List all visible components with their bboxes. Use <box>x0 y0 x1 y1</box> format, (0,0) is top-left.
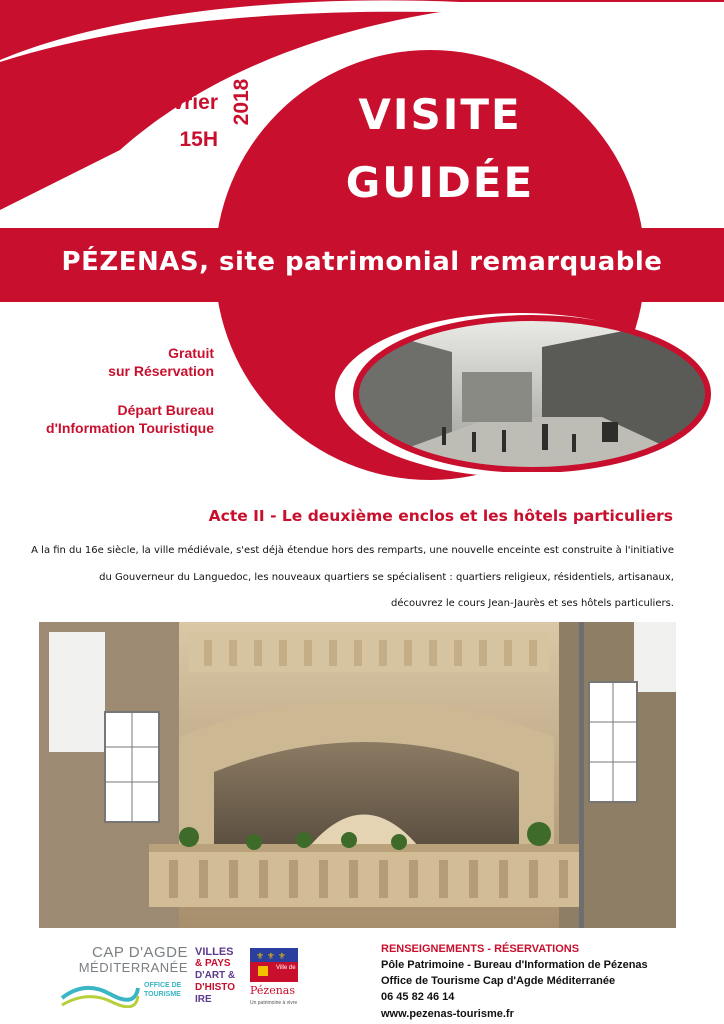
villes-line1: VILLES <box>195 946 234 958</box>
wave-icon <box>60 978 140 1008</box>
villes-line3: D'ART & <box>195 970 236 981</box>
contact-website[interactable]: www.pezenas-tourisme.fr <box>381 1008 514 1020</box>
villes-line2: & PAYS <box>195 958 231 969</box>
villes-art-histoire-logo <box>195 946 243 1012</box>
pezenas-name: Pézenas <box>250 984 296 997</box>
contact-line1: Pôle Patrimoine - Bureau d'Information de Pézenas <box>381 959 648 971</box>
event-date: 28 Février <box>118 91 218 114</box>
contact-heading: RENSEIGNEMENTS - RÉSERVATIONS <box>381 943 580 955</box>
villes-line4: D'HISTO <box>195 982 235 993</box>
info-departure: Départ Bureau <box>117 402 214 418</box>
pezenas-tagline: Un patrimoine à vivre <box>250 1000 298 1006</box>
banner-text: PÉZENAS, site patrimonial remarquable <box>61 247 663 277</box>
event-time: 15H <box>179 128 218 151</box>
description-line1: A la fin du 16e siècle, la ville médiévale, s'est déjà étendue hors des remparts, une nouvelle enceinte est construite à l'initiative <box>31 545 674 556</box>
old-street-photo <box>342 312 720 472</box>
villes-line5: IRE <box>195 994 212 1005</box>
cap-agde-line2: MÉDITERRANÉE <box>78 960 188 975</box>
acte-heading: Acte II - Le deuxième enclos et les hôtels particuliers <box>208 507 673 525</box>
event-year: 2018 <box>230 78 253 126</box>
cap-agde-line4: TOURISME <box>144 991 181 998</box>
info-office: d'Information Touristique <box>46 420 214 436</box>
contact-phone[interactable]: 06 45 82 46 14 <box>381 991 455 1003</box>
title-line2: GUIDÉE <box>345 158 535 207</box>
info-price: Gratuit <box>168 345 214 361</box>
contact-line2: Office de Tourisme Cap d'Agde Méditerranée <box>381 975 616 987</box>
title-line1: VISITE <box>358 90 522 139</box>
info-reservation: sur Réservation <box>108 363 214 379</box>
cap-agde-line1: CAP D'AGDE <box>92 944 188 961</box>
courtyard-photo <box>39 622 676 928</box>
cap-agde-logo <box>60 944 188 1014</box>
pezenas-small: Ville de <box>276 965 296 971</box>
event-day: Mercredi <box>130 54 218 77</box>
description-line2: du Gouverneur du Languedoc, les nouveaux quartiers se spécialisent : quartiers religieux, résidentiels, artisanaux, <box>99 572 674 583</box>
cap-agde-line3: OFFICE DE <box>144 982 182 989</box>
svg-text:⚜ ⚜ ⚜: ⚜ ⚜ ⚜ <box>256 952 286 962</box>
description-line3: découvrez le cours Jean-Jaurès et ses hôtels particuliers. <box>390 598 674 609</box>
pezenas-logo <box>250 948 298 1012</box>
